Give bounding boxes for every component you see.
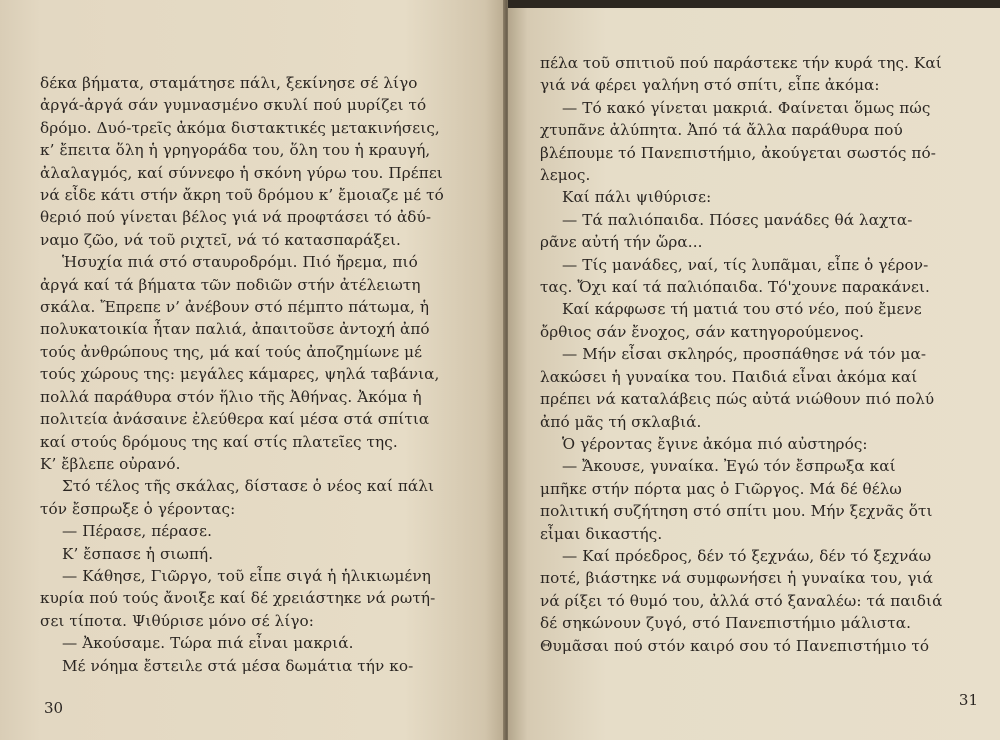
text-line: πολλά παράθυρα στόν ἥλιο τῆς Ἀθήνας. Ἀκόμα ἡ: [40, 387, 422, 406]
text-line: γιά νά φέρει γαλήνη στό σπίτι, εἶπε ἀκόμα:: [540, 76, 880, 95]
text-line: Κ’ ἔσπασε ἡ σιωπή.: [62, 544, 214, 563]
text-line: τας. Ὄχι καί τά παλιόπαιδα. Τό'χουνε παρακάνει.: [540, 278, 930, 297]
text-line: δέκα βήματα, σταμάτησε πάλι, ξεκίνησε σέ λίγο: [40, 74, 418, 92]
text-line: θεριό πού γίνεται βέλος γιά νά προφτάσει τό ἀδύ-: [40, 208, 432, 227]
text-line: σει τίποτα. Ψιθύρισε μόνο σέ λίγο:: [40, 611, 315, 630]
text-line: χτυπᾶνε ἀλύπητα. Ἀπό τά ἄλλα παράθυρα πού: [540, 121, 903, 140]
text-line: — Ἀκούσαμε. Τώρα πιά εἶναι μακριά.: [62, 634, 354, 653]
page-number-left: 30: [44, 699, 64, 717]
text-line: Κ’ ἔβλεπε οὐρανό.: [40, 454, 181, 473]
text-line: πέλα τοῦ σπιτιοῦ πού παράστεκε τήν κυρά της. Καί: [540, 54, 942, 72]
text-line: νά ρίξει τό θυμό του, ἀλλά στό ξαναλέω: τά παιδιά: [540, 591, 943, 610]
text-line: λεμος.: [540, 166, 591, 185]
text-line: — Κάθησε, Γιῶργο, τοῦ εἶπε σιγά ἡ ἡλικιωμένη: [62, 566, 431, 585]
text-line: Μέ νόημα ἔστειλε στά μέσα δωμάτια τήν κο-: [62, 656, 414, 675]
text-line: — Τίς μανάδες, ναί, τίς λυπᾶμαι, εἶπε ὁ γέρον-: [562, 255, 929, 274]
text-line: πολυκατοικία ἦταν παλιά, ἀπαιτοῦσε ἀντοχή ἀπό: [40, 320, 430, 339]
text-line: ἀπό μᾶς τή σκλαβιά.: [540, 412, 702, 431]
text-line: Καί κάρφωσε τή ματιά του στό νέο, πού ἔμενε: [562, 300, 922, 319]
text-line: Ἡσυχία πιά στό σταυροδρόμι. Πιό ἤρεμα, πιό: [62, 253, 418, 272]
right-page: [508, 8, 1000, 740]
text-line: καί στούς δρόμους της καί στίς πλατεῖες της.: [40, 432, 398, 451]
text-line: Στό τέλος τῆς σκάλας, δίστασε ὁ νέος καί πάλι: [62, 477, 435, 496]
text-line: βλέπουμε τό Πανεπιστήμιο, ἀκούγεται σωστός πό-: [540, 143, 936, 162]
text-line: — Μήν εἶσαι σκληρός, προσπάθησε νά τόν μα-: [562, 345, 927, 364]
text-line: ρᾶνε αὐτή τήν ὥρα...: [540, 233, 703, 252]
text-line: ποτέ, βιάστηκε νά συμφωνήσει ἡ γυναίκα του, γιά: [540, 569, 933, 588]
text-line: σκάλα. Ἔπρεπε ν’ ἀνέβουν στό πέμπτο πάτωμα, ἡ: [40, 298, 430, 317]
text-line: τούς ἀνθρώπους της, μά καί τούς ἀποζημίωνε μέ: [40, 342, 423, 361]
text-line: — Τό κακό γίνεται μακριά. Φαίνεται ὅμως πώς: [562, 98, 931, 117]
text-line: ἀργά-ἀργά σάν γυμνασμένο σκυλί πού μυρίζει τό: [40, 96, 427, 115]
text-line: κ’ ἔπειτα ὅλη ἡ γρηγοράδα του, ὅλη του ἡ κραυγή,: [40, 141, 431, 160]
text-line: πρέπει νά καταλάβεις πώς αὐτά νιώθουν πιό πολύ: [540, 390, 935, 409]
text-line: — Καί πρόεδρος, δέν τό ξεχνάω, δέν τό ξεχνάω: [562, 546, 932, 565]
text-line: Ὁ γέροντας ἔγινε ἀκόμα πιό αὐστηρός:: [562, 434, 868, 453]
text-line: δέ σηκώνουν ζυγό, στό Πανεπιστήμιο μάλιστα.: [540, 614, 911, 633]
text-line: μπῆκε στήν πόρτα μας ὁ Γιῶργος. Μά δέ θέλω: [540, 479, 902, 498]
text-line: πολιτική συζήτηση στό σπίτι μου. Μήν ξεχνᾶς ὅτι: [540, 502, 933, 521]
text-line: ναμο ζῶο, νά τοῦ ριχτεῖ, νά τό κατασπαράξει.: [40, 230, 401, 249]
page-number-right: 31: [958, 691, 978, 709]
text-line: — Τά παλιόπαιδα. Πόσες μανάδες θά λαχτα-: [562, 210, 913, 229]
text-line: εἶμαι δικαστής.: [540, 524, 663, 543]
text-line: κυρία πού τούς ἄνοιξε καί δέ χρειάστηκε νά ρωτή-: [40, 589, 436, 608]
text-line: νά εἶδε κάτι στήν ἄκρη τοῦ δρόμου κ’ ἔμοιαζε μέ τό: [40, 186, 444, 205]
text-line: Καί πάλι ψιθύρισε:: [562, 188, 712, 207]
text-line: Θυμᾶσαι πού στόν καιρό σου τό Πανεπιστήμιο τό: [540, 636, 930, 655]
text-line: δρόμο. Δυό-τρεῖς ἀκόμα διστακτικές μετακινήσεις,: [40, 118, 440, 137]
text-line: πολιτεία ἀνάσαινε ἐλεύθερα καί μέσα στά σπίτια: [40, 410, 430, 429]
left-page-text: [40, 72, 477, 677]
right-page-text: [540, 52, 980, 657]
text-line: λακώσει ἡ γυναίκα του. Παιδιά εἶναι ἀκόμα καί: [540, 367, 918, 386]
text-line: ὄρθιος σάν ἔνοχος, σάν κατηγορούμενος.: [540, 322, 865, 341]
text-line: ἀλαλαγμός, καί σύννεφο ἡ σκόνη γύρω του. Πρέπει: [40, 163, 443, 182]
text-line: — Ἄκουσε, γυναίκα. Ἐγώ τόν ἔσπρωξα καί: [562, 457, 896, 476]
text-line: — Πέρασε, πέρασε.: [62, 522, 213, 541]
text-line: ἀργά καί τά βήματα τῶν ποδιῶν στήν ἀτέλειωτη: [40, 275, 421, 294]
text-line: τούς χώρους της: μεγάλες κάμαρες, ψηλά ταβάνια,: [40, 365, 440, 384]
text-line: τόν ἔσπρωξε ὁ γέροντας:: [40, 499, 236, 518]
